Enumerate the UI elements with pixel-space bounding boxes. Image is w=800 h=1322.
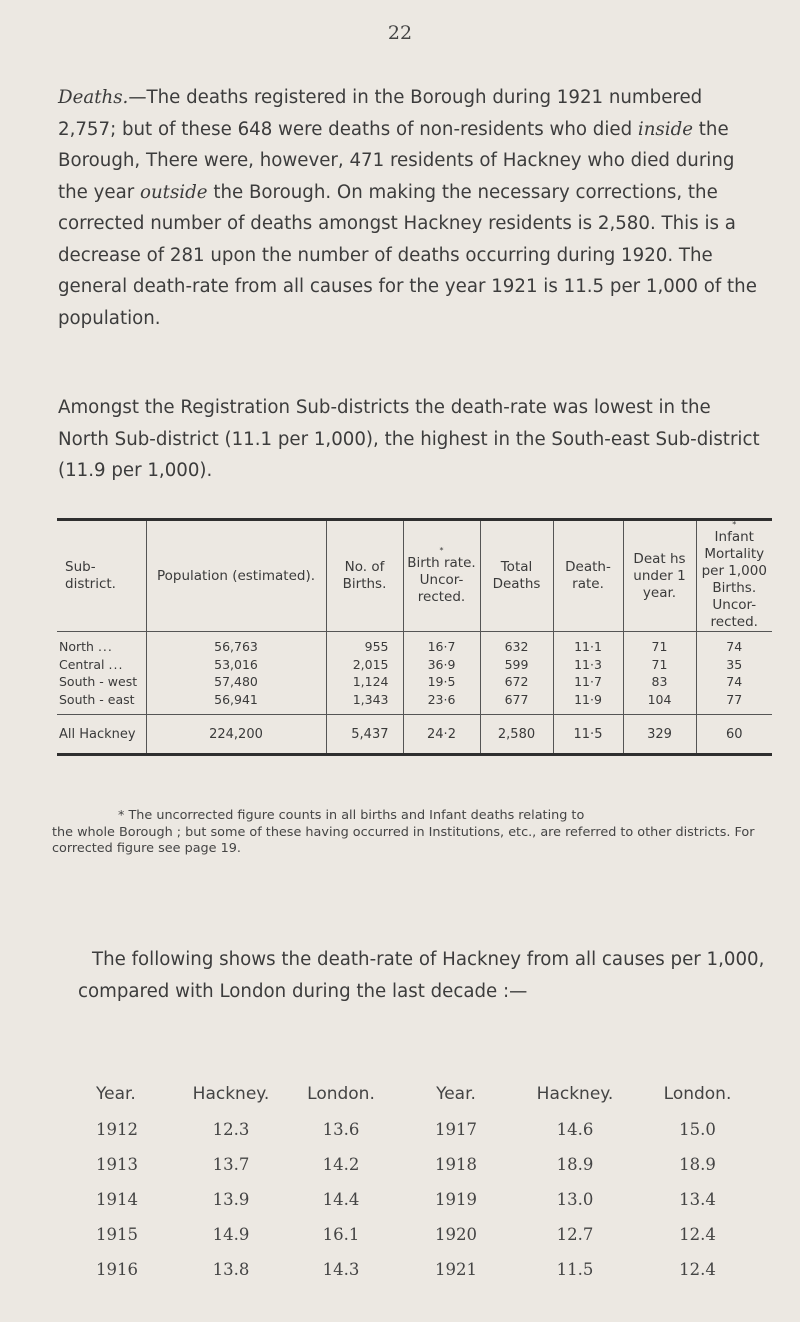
- death-rate-cell: 11·7: [553, 673, 623, 691]
- birth-rate-cell: 36·9: [403, 656, 480, 674]
- hackney-cell: 14.9: [212, 1225, 250, 1244]
- total-deaths-cell: 599: [480, 656, 553, 674]
- header-sub-district: Sub-district.: [57, 521, 146, 632]
- total-death-rate: 11·5: [553, 715, 623, 754]
- row-name: [57, 632, 146, 656]
- london-cell: 14.3: [322, 1260, 360, 1279]
- death-rate-cell: 11·9: [553, 691, 623, 715]
- total-deaths: 2,580: [480, 715, 553, 754]
- under-1-cell: 83: [623, 673, 696, 691]
- year-cell: 1921: [435, 1260, 477, 1279]
- subdistrict-paragraph: Amongst the Registration Sub-districts the death-rate was lowest in the North Sub-district (11.1 per 1,000), the highest in the South-east Sub-district (11.9 per 1,000).: [58, 397, 760, 481]
- header-deaths-under-1: Deat hs under 1 year.: [623, 521, 696, 632]
- year-cell: 1916: [96, 1260, 138, 1279]
- total-birth-rate: 24·2: [403, 715, 480, 754]
- birth-rate-label: Birth rate. Uncor-rected.: [407, 554, 476, 605]
- total-infant: 60: [696, 715, 772, 754]
- under-1-cell: 104: [623, 691, 696, 715]
- year-cell: 1912: [96, 1120, 138, 1139]
- total-deaths-cell: 672: [480, 673, 553, 691]
- year-cell: 1913: [96, 1155, 138, 1174]
- leader-dots: ...: [97, 639, 113, 655]
- header-birth-rate: [403, 521, 480, 632]
- year-cell: 1920: [435, 1225, 477, 1244]
- hackney-cell: 11.5: [556, 1260, 594, 1279]
- total-row: [57, 715, 772, 754]
- total-under-1: 329: [623, 715, 696, 754]
- total-births: 5,437: [326, 715, 403, 754]
- london-cell: 18.9: [679, 1155, 716, 1174]
- birth-rate-cell: 16·7: [403, 632, 480, 656]
- births-cell: 2,015: [326, 656, 403, 674]
- decade-header-year-2: Year.: [436, 1084, 476, 1104]
- outside-word: outside: [140, 181, 208, 203]
- birth-rate-asterisk: *: [439, 545, 444, 555]
- hackney-cell: 13.9: [212, 1190, 250, 1209]
- subdistrict-table: [57, 518, 772, 756]
- footnote: [52, 808, 776, 858]
- infant-cell: 74: [696, 673, 772, 691]
- birth-rate-cell: 23·6: [403, 691, 480, 715]
- hackney-cell: 18.9: [556, 1155, 594, 1174]
- under-1-cell: 71: [623, 632, 696, 656]
- population-cell: 57,480: [146, 673, 326, 691]
- deaths-text-1: —The deaths registered in the Borough during 1921 numbered 2,757; but of these 648 were deaths of non-residents who died: [58, 87, 703, 140]
- page-number: 22: [387, 22, 413, 44]
- infant-cell: 35: [696, 656, 772, 674]
- infant-asterisk: *: [732, 520, 737, 529]
- table-row: [95, 1147, 760, 1182]
- table-row: [57, 632, 772, 656]
- hackney-cell: 12.7: [556, 1225, 594, 1244]
- leader-dots: ...: [108, 656, 124, 672]
- decade-header-year: Year.: [96, 1084, 136, 1104]
- year-cell: 1917: [435, 1120, 477, 1139]
- total-population: 224,200: [146, 715, 326, 754]
- population-cell: 56,763: [146, 632, 326, 656]
- london-cell: 13.6: [322, 1120, 360, 1139]
- deaths-text-2: the Borough, There were, however, 471 residents of Hackney who died during the year: [58, 118, 735, 203]
- birth-rate-cell: 19·5: [403, 673, 480, 691]
- infant-cell: 74: [696, 632, 772, 656]
- total-deaths-cell: 677: [480, 691, 553, 715]
- population-cell: 56,941: [146, 691, 326, 715]
- hackney-cell: 13.8: [212, 1260, 250, 1279]
- header-infant-mortality: [696, 521, 772, 632]
- table-row: [95, 1217, 760, 1252]
- london-cell: 14.2: [322, 1155, 360, 1174]
- row-name: [57, 673, 146, 691]
- deaths-paragraph: [58, 82, 763, 334]
- header-death-rate: Death-rate.: [553, 521, 623, 632]
- table-row: [95, 1182, 760, 1217]
- hackney-cell: 12.3: [212, 1120, 250, 1139]
- header-population: Population (estimated).: [146, 521, 326, 632]
- decade-header-london-2: London.: [663, 1084, 732, 1104]
- table-bottom-rule: [57, 753, 772, 756]
- row-name: [57, 691, 146, 715]
- deaths-text-3: the Borough. On making the necessary corrections, the corrected number of deaths amongst Hackney residents is 2,580. This is a decrease of 281 upon the number of deaths occurring during 1920. The general death-rate from all causes for the year 1921 is 11.5 per 1,000 of the population.: [58, 181, 757, 329]
- year-cell: 1915: [96, 1225, 138, 1244]
- london-cell: 16.1: [322, 1225, 360, 1244]
- infant-mortality-label: Infant Mortality per 1,000 Births. Uncor-rected.: [701, 529, 767, 630]
- hackney-cell: 13.7: [212, 1155, 250, 1174]
- london-cell: 12.4: [679, 1260, 716, 1279]
- infant-cell: 77: [696, 691, 772, 715]
- london-cell: 14.4: [322, 1190, 360, 1209]
- decade-table: [95, 1076, 760, 1287]
- sub-district-name: North: [59, 639, 94, 655]
- table-row: [57, 656, 772, 674]
- header-births: No. of Births.: [326, 521, 403, 632]
- decade-header-hackney-2: Hackney.: [536, 1084, 614, 1104]
- year-cell: 1918: [435, 1155, 477, 1174]
- london-cell: 15.0: [679, 1120, 716, 1139]
- london-cell: 12.4: [679, 1225, 716, 1244]
- table-row: [57, 691, 772, 715]
- births-cell: 955: [326, 632, 403, 656]
- sub-district-name: Central: [59, 656, 105, 672]
- london-cell: 13.4: [679, 1190, 716, 1209]
- inside-word: inside: [637, 118, 693, 140]
- death-rate-cell: 11·1: [553, 632, 623, 656]
- footnote-first-line: * The uncorrected figure counts in all births and Infant deaths relating to: [118, 808, 585, 823]
- decade-paragraph: The following shows the death-rate of Hackney from all causes per 1,000, compared with London during the last decade :—: [78, 949, 765, 1002]
- decade-header-london: London.: [307, 1084, 375, 1104]
- deaths-heading: Deaths.: [58, 87, 129, 108]
- year-cell: 1914: [96, 1190, 138, 1209]
- death-rate-cell: 11·3: [553, 656, 623, 674]
- hackney-cell: 14.6: [556, 1120, 594, 1139]
- decade-header-hackney: Hackney.: [192, 1084, 270, 1104]
- header-total-deaths: Total Deaths: [480, 521, 553, 632]
- births-cell: 1,124: [326, 673, 403, 691]
- table-row: [95, 1112, 760, 1147]
- population-cell: 53,016: [146, 656, 326, 674]
- sub-district-name: South - west: [59, 674, 138, 690]
- under-1-cell: 71: [623, 656, 696, 674]
- total-name: All Hackney: [57, 715, 146, 754]
- hackney-cell: 13.0: [556, 1190, 594, 1209]
- footnote-rest: the whole Borough ; but some of these having occurred in Institutions, etc., are referred to other districts. For corrected figure see page 19.: [52, 824, 755, 856]
- sub-district-name: South - east: [59, 691, 135, 707]
- table-row: [95, 1252, 760, 1287]
- total-deaths-cell: 632: [480, 632, 553, 656]
- year-cell: 1919: [435, 1190, 477, 1209]
- row-name: [57, 656, 146, 674]
- table-row: [57, 673, 772, 691]
- births-cell: 1,343: [326, 691, 403, 715]
